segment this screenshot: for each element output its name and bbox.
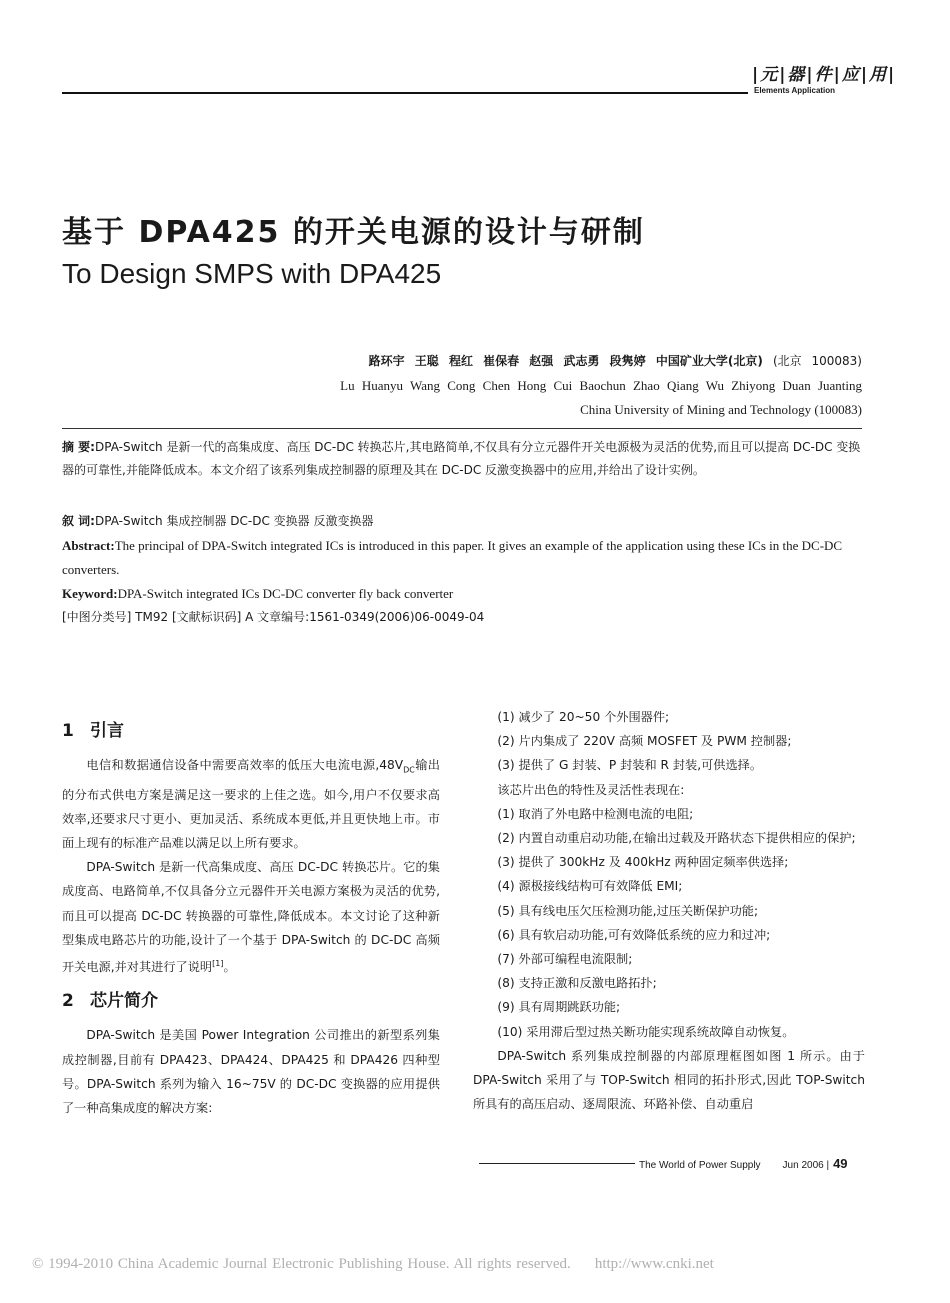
journal-section-en: Elements Application [754,86,836,95]
abstract-en-text: The principal of DPA-Switch integrated ICs is introduced in this paper. It gives an example of the application using these ICs in the DC-DC converters. [62,538,843,577]
journal-section-cn: |元|器|件|应|用| [752,65,897,85]
authors-cn [369,352,862,369]
footer-rule [479,1163,635,1164]
keywords-en [62,582,862,606]
footer-journal: The World of Power Supply [639,1160,761,1171]
keywords-cn-label: 叙 词: [62,514,95,528]
section-1-paragraph-2 [62,855,440,979]
affiliation-en: China University of Mining and Technology (100083) [580,402,862,417]
feature-list-item: (3) 提供了 G 封装、P 封装和 R 封装,可供选择。 [497,758,763,773]
footer-date: Jun 2006 | [782,1160,830,1171]
keywords-en-label: Keyword: [62,586,118,601]
page-footer [639,1156,848,1171]
copyright-text: © 1994-2010 China Academic Journal Electronic Publishing House. All rights reserved. [32,1256,571,1272]
section-2-heading [62,987,440,1015]
feature-list-item: (6) 具有软启动功能,可有效降低系统的应力和过冲; [497,927,771,942]
section-1-title: 引言 [90,721,124,741]
abstract-cn-label: 摘 要: [62,440,95,454]
feature-list-b [473,850,865,1044]
right-column [473,705,865,1116]
keywords-en-text: DPA-Switch integrated ICs DC-DC converter fly back converter [117,586,454,601]
title-en: To Design SMPS with DPA425 [62,258,442,289]
s1p2-end: 。 [223,960,236,975]
copyright-url: http://www.cnki.net [594,1256,714,1272]
page-number: 49 [833,1156,848,1171]
feature-list-item: (3) 提供了 300kHz 及 400kHz 两种固定频率供选择; [497,855,789,870]
left-column [62,717,440,1120]
feature-list-item: (10) 采用滞后型过热关断功能实现系统故障自动恢复。 [497,1024,795,1039]
section-2-title: 芯片简介 [90,991,158,1012]
journal-section-header [752,60,897,95]
feature-list-a [473,705,865,826]
abstract-cn [62,436,862,481]
citation-ref: [1] [212,959,224,969]
feature-list-item: (8) 支持正激和反激电路拓扑; [497,976,657,991]
feature-list-item: (5) 具有线电压欠压检测功能,过压关断保护功能; [497,903,759,918]
right-column-paragraph-end: DPA-Switch 系列集成控制器的内部原理框图如图 1 所示。由于 DPA-Switch 采用了与 TOP-Switch 相同的拓扑形式,因此 TOP-Switch 所具有的高压启动、逐周限流、环路补偿、自动重启 [473,1048,865,1112]
abstract-cn-text: DPA-Switch 是新一代的高集成度、高压 DC-DC 转换芯片,其电路简单,不仅具有分立元器件开关电源极为灵活的优势,而且可以提高 DC-DC 变换器的可靠性,并能降低成本。本文介绍了该系列集成控制器的原理及其在 DC-DC 反激变换器中的应用,并给出了设计实例。 [62,440,861,477]
authors-cn-names: 路环宇 王聪 程红 崔保春 赵强 武志勇 段隽婷 中国矿业大学(北京) [368,354,763,368]
section-2-paragraph-1: DPA-Switch 是美国 Power Integration 公司推出的新型系列集成控制器,目前有 DPA423、DPA424、DPA425 和 DPA426 四种型号。DPA-Switch 系列为输入 16~75V 的 DC-DC 变换器的应用提供了一种高集成度的解决方案: [62,1028,440,1115]
feature-list-item: (7) 外部可编程电流限制; [497,952,633,967]
feature-item-wrap: (2) 内置自动重启动功能,在输出过载及开路状态下提供相应的保护; [497,831,856,846]
section-1-number: 1 [62,721,74,741]
section-1-heading [62,717,440,745]
abstract-en-label: Abstract: [62,538,115,553]
section-2-number: 2 [62,991,74,1012]
title-cn: 基于 DPA425 的开关电源的设计与研制 [62,215,645,250]
abstract-en [62,534,862,582]
authors-cn-address: (北京 100083) [773,354,862,368]
header-rule [62,92,748,94]
keywords-cn-text: DPA-Switch 集成控制器 DC-DC 变换器 反激变换器 [94,514,374,528]
abstract-rule [62,428,862,429]
s1p2-text: DPA-Switch 是新一代高集成度、高压 DC-DC 转换芯片。它的集成度高、电路简单,不仅具备分立元器件开关电源方案极为灵活的优势,而且可以提高 DC-DC 转换器的可靠性,降低成本。本文讨论了这种新型集成电路芯片的功能,设计了一个基于 DPA-Switch 的 DC-DC 高频开关电源,并对其进行了说明 [62,860,440,975]
authors-en: Lu Huanyu Wang Cong Chen Hong Cui Baochun Zhao Qiang Wu Zhiyong Duan Juanting [340,378,862,393]
feature-list-item: (1) 取消了外电路中检测电流的电阻; [497,806,694,821]
feature-list-item: (9) 具有周期跳跃功能; [497,1000,621,1015]
feature-list-item: (1) 减少了 20~50 个外围器件; [497,710,670,724]
feature-list-item: 该芯片出色的特性及灵活性表现在: [497,782,685,797]
feature-list-item: (4) 源极接线结构可有效降低 EMI; [497,879,683,894]
s1p1-rest: 输出的分布式供电方案是满足这一要求的上佳之选。如今,用户不仅要求高效率,还要求尺寸更小、更加灵活、系统成本更低,并且更快地上市。市面上现有的标准产品难以满足以上所有要求。 [62,758,440,851]
s1p1-start: 电信和数据通信设备中需要高效率的低压大电流电源,48V [86,758,404,772]
s1p1-sub: DC [403,765,415,775]
keywords-cn [62,510,862,533]
classification: [中图分类号] TM92 [文献标识码] A 文章编号:1561-0349(2006)06-0049-04 [62,610,485,624]
copyright-notice [32,1256,714,1273]
section-1-paragraph-1 [62,753,440,855]
feature-list-item: (2) 片内集成了 220V 高频 MOSFET 及 PWM 控制器; [497,734,792,749]
